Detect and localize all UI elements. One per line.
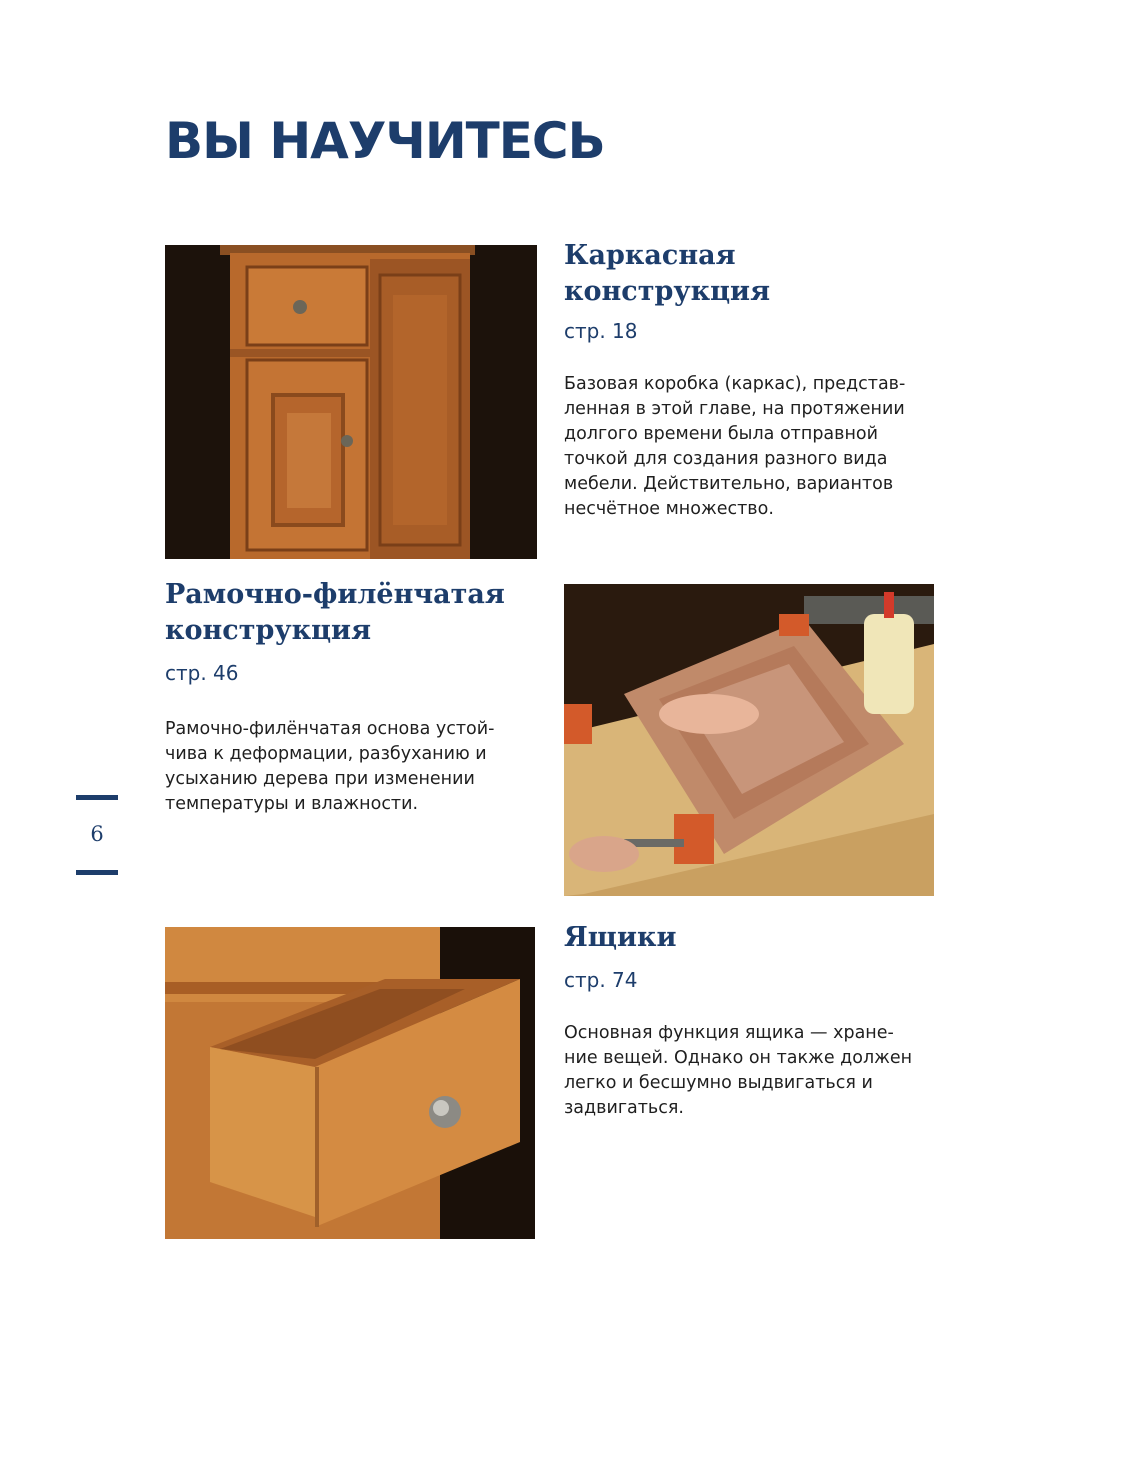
drawer-photo [165,927,535,1239]
section-page-ref-carcass: стр. 18 [564,319,638,343]
section-title-frame-panel: Рамочно-филёнчатая конструкция [165,579,505,646]
folio-bar-top [76,795,118,800]
section-text-carcass: Базовая коробка (каркас), представ- ленная в этой главе, на протяжении долгого времени была отправной точкой для создания разного вида мебели. Действительно, вариантов несчётное множество. [564,374,906,519]
cabinet-photo [165,245,537,559]
section-title-carcass: Каркасная конструкция [564,240,771,307]
section-page-ref-drawers: стр. 74 [564,968,638,992]
frame-panel-clamping-photo [564,584,934,896]
section-title-drawers: Ящики [564,922,677,953]
page-number: 6 [90,822,104,846]
folio-bar-bottom [76,870,118,875]
section-text-drawers: Основная функция ящика — хране- ние вещей. Однако он также должен легко и бесшумно выдвигаться и задвигаться. [564,1023,913,1118]
section-text-frame-panel: Рамочно-филёнчатая основа устой- чива к деформации, разбуханию и усыханию дерева при изменении температуры и влажности. [165,719,495,814]
page-title: ВЫ НАУЧИТЕСЬ [165,112,605,170]
section-page-ref-frame-panel: стр. 46 [165,661,239,685]
